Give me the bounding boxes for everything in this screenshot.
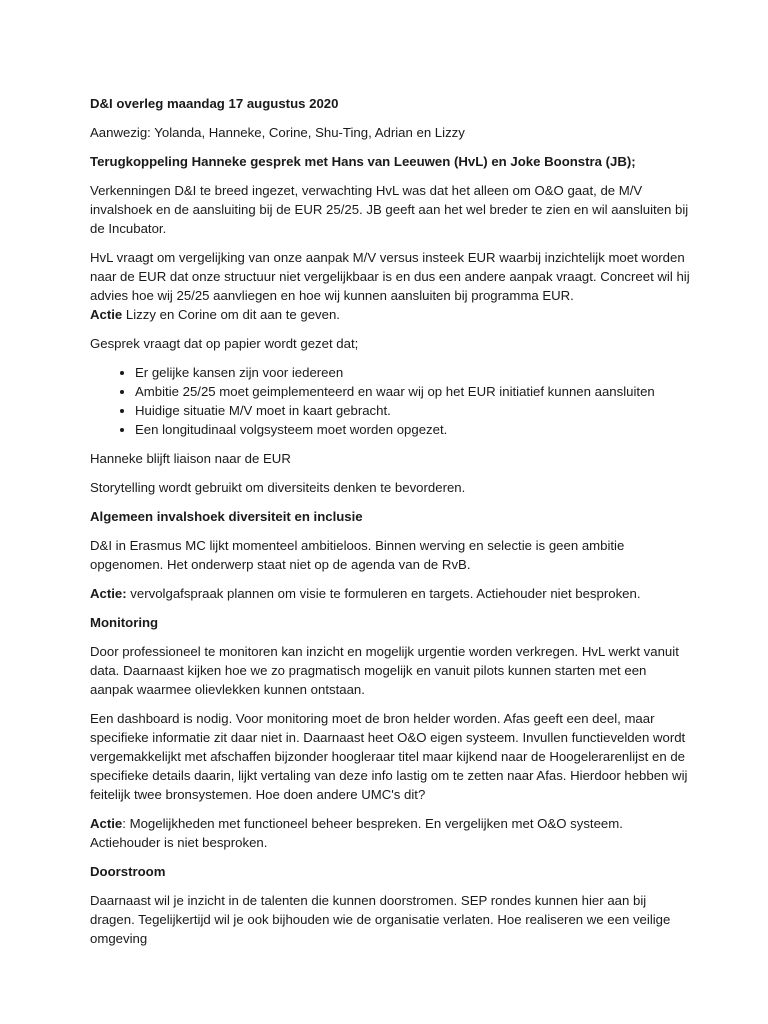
action-line	[90, 814, 690, 852]
paragraph: Een dashboard is nodig. Voor monitoring moet de bron helder worden. Afas geeft een deel, maar specifieke informatie zit daar niet in. Daarnaast heet O&O eigen systeem. Invullen functievelden wordt vergemakkelijkt met afschaffen bijzonder hoogleraar titel maar kijkend naar de Hoogelerarenlijst en de specifieke details daarin, lijkt vertaling van deze info lastig om te zetten naar Afas. Hierdoor hebben wij feitelijk twee bronsystemen. Hoe doen andere UMC's dit?	[90, 711, 688, 802]
list-item: • Ambitie 25/25 moet geimplementeerd en waar wij op het EUR initiatief kunnen aansluiten	[135, 382, 690, 401]
paragraph: D&I in Erasmus MC lijkt momenteel ambitieloos. Binnen werving en selectie is geen ambitie opgenomen. Het onderwerp staat niet op de agenda van de RvB.	[90, 538, 625, 572]
section-heading-feedback: Terugkoppeling Hanneke gesprek met Hans van Leeuwen (HvL) en Joke Boonstra (JB);	[90, 154, 636, 169]
action-label: Actie	[90, 307, 123, 322]
section-heading-throughflow: Doorstroom	[90, 864, 166, 879]
paragraph: HvL vraagt om vergelijking van onze aanpak M/V versus insteek EUR waarbij inzichtelijk moet worden naar de EUR dat onze structuur niet vergelijkbaar is en dus een andere aanpak vraagt. Concreet wil hij advies hoe wij 25/25 aanvliegen en hoe wij kunnen aansluiten bij programma EUR.	[90, 250, 690, 303]
paragraph: Hanneke blijft liaison naar de EUR	[90, 451, 291, 466]
section-heading-inclusion: Algemeen invalshoek diversiteit en inclusie	[90, 509, 363, 524]
action-label: Actie:	[90, 586, 127, 601]
action-text: : Mogelijkheden met functioneel beheer bespreken. En vergelijken met O&O systeem. Actiehouder is niet besproken.	[90, 816, 623, 850]
document-page	[90, 94, 690, 958]
paragraph: Gesprek vraagt dat op papier wordt gezet dat;	[90, 336, 359, 351]
paragraph: Storytelling wordt gebruikt om diversiteits denken te bevorderen.	[90, 480, 466, 495]
section-heading-monitoring: Monitoring	[90, 615, 159, 630]
action-text: vervolgafspraak plannen om visie te formuleren en targets. Actiehouder niet besproken.	[126, 586, 641, 601]
attendance-line: Aanwezig: Yolanda, Hanneke, Corine, Shu-Ting, Adrian en Lizzy	[90, 125, 465, 140]
action-label: Actie	[90, 816, 123, 831]
action-line	[90, 305, 690, 324]
list-item: • Er gelijke kansen zijn voor iedereen	[135, 363, 690, 382]
paragraph: Verkenningen D&I te breed ingezet, verwachting HvL was dat het alleen om O&O gaat, de M/V invalshoek en de aansluiting bij de EUR 25/25. JB geeft aan het wel breder te zien en wil aansluiten bij de Incubator.	[90, 183, 689, 236]
document-title: D&I overleg maandag 17 augustus 2020	[90, 96, 339, 111]
paragraph: Daarnaast wil je inzicht in de talenten die kunnen doorstromen. SEP rondes kunnen hier aan bij dragen. Tegelijkertijd wil je ook bijhouden wie de organisatie verlaten. Hoe realiseren we een veilige omgeving	[90, 893, 671, 946]
list-item: • Een longitudinaal volgsysteem moet worden opgezet.	[135, 420, 690, 439]
action-line	[90, 584, 690, 603]
list-item: • Huidige situatie M/V moet in kaart gebracht.	[135, 401, 690, 420]
bullet-list	[90, 363, 690, 439]
paragraph: Door professioneel te monitoren kan inzicht en mogelijk urgentie worden verkregen. HvL werkt vanuit data. Daarnaast kijken hoe we zo pragmatisch mogelijk en vanuit pilots kunnen starten met een aanpak waarmee olievlekken kunnen ontstaan.	[90, 644, 679, 697]
action-text: Lizzy en Corine om dit aan te geven.	[122, 307, 340, 322]
